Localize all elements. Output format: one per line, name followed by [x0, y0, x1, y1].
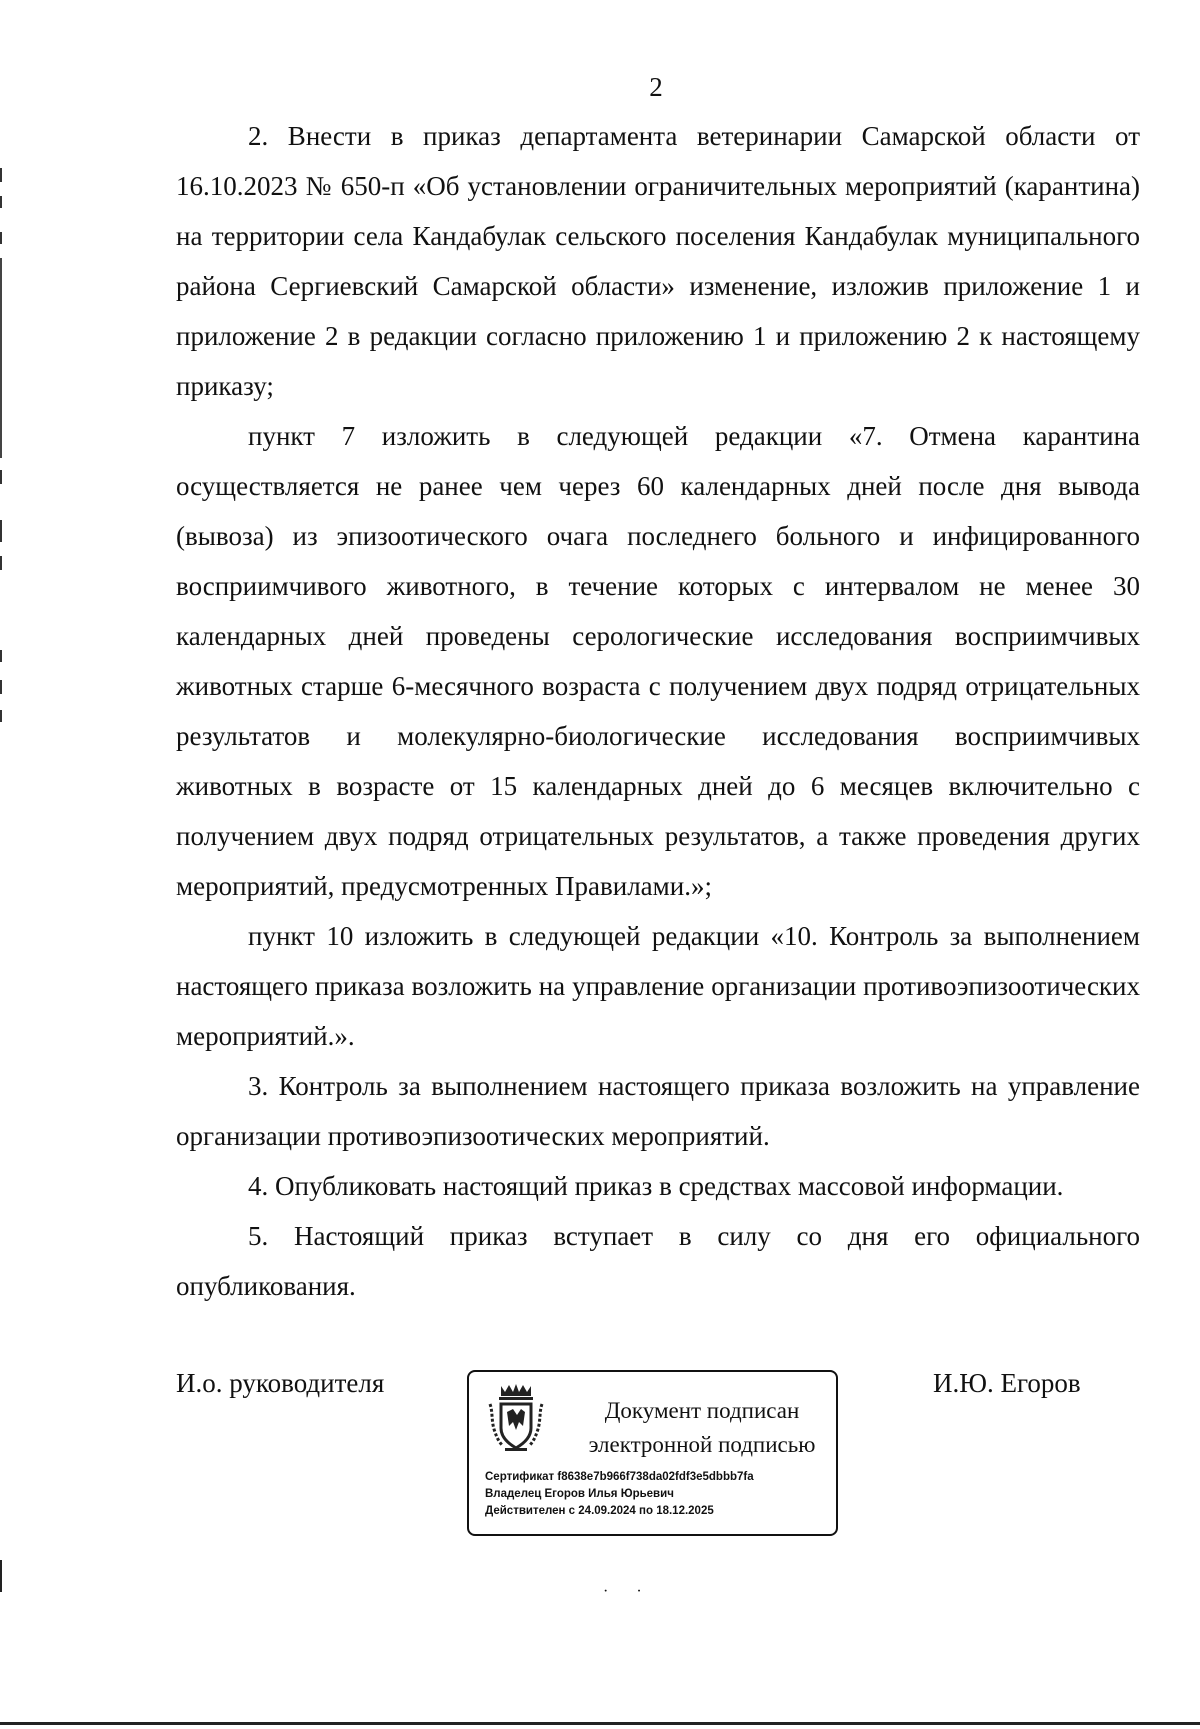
stamp-validity: Действителен с 24.09.2024 по 18.12.2025 — [485, 1505, 714, 1517]
page-number: 2 — [649, 72, 663, 102]
paragraph-item-4: 4. Опубликовать настоящий приказ в средствах массовой информации. — [248, 1171, 1064, 1201]
paragraph-point-7: пункт 7 изложить в следующей редакции «7. Отмена карантина осуществляется не ранее чем через 60 календарных дней после дня вывода (вывоза) из эпизоотического очага последнего больного и инфицированного восприимчивого животного, в течение которых с интервалом не менее 30 календарных дней проведены серологические исследования восприимчивых животных старше 6-месячного возраста с получением двух подряд отрицательных результатов и молекулярно-биологические исследования восприимчивых животных в возрасте от 15 календарных дней до 6 месяцев включительно с получением двух подряд отрицательных результатов, а также проведения других мероприятий, предусмотренных Правилами.»; — [176, 421, 1140, 901]
signatory-position: И.о. руководителя — [176, 1368, 385, 1398]
electronic-signature-stamp — [467, 1370, 838, 1536]
scan-margin-marks — [0, 0, 12, 1729]
scan-bottom-rule — [0, 1722, 1200, 1725]
scan-artifact-dots: · · — [603, 1583, 654, 1600]
stamp-details — [485, 1469, 754, 1520]
stamp-certificate: Сертификат f8638e7b966f738da02fdf3e5dbbb7fa — [485, 1471, 754, 1483]
paragraph-point-10: пункт 10 изложить в следующей редакции «10. Контроль за выполнением настоящего приказа возложить на управление организации противоэпизоотических мероприятий.». — [176, 921, 1140, 1051]
paragraph-item-2: 2. Внести в приказ департамента ветеринарии Самарской области от 16.10.2023 № 650-п «Об установлении ограничительных мероприятий (карантина) на территории села Кандабулак сельского поселения Кандабулак муниципального района Сергиевский Самарской области» изменение, изложив приложение 1 и приложение 2 в редакции согласно приложению 1 и приложению 2 к настоящему приказу; — [176, 121, 1140, 401]
stamp-title-line-2: электронной подписью — [588, 1432, 816, 1457]
paragraph-item-3: 3. Контроль за выполнением настоящего приказа возложить на управление организации противоэпизоотических мероприятий. — [176, 1071, 1140, 1151]
signatory-name: И.Ю. Егоров — [933, 1368, 1081, 1398]
stamp-title-line-1: Документ подписан — [604, 1398, 800, 1423]
coat-of-arms-icon — [487, 1382, 545, 1454]
stamp-title — [577, 1394, 827, 1462]
stamp-owner: Владелец Егоров Илья Юрьевич — [485, 1488, 674, 1500]
document-body — [176, 111, 1140, 1311]
paragraph-item-5: 5. Настоящий приказ вступает в силу со дня его официального опубликования. — [176, 1221, 1140, 1301]
